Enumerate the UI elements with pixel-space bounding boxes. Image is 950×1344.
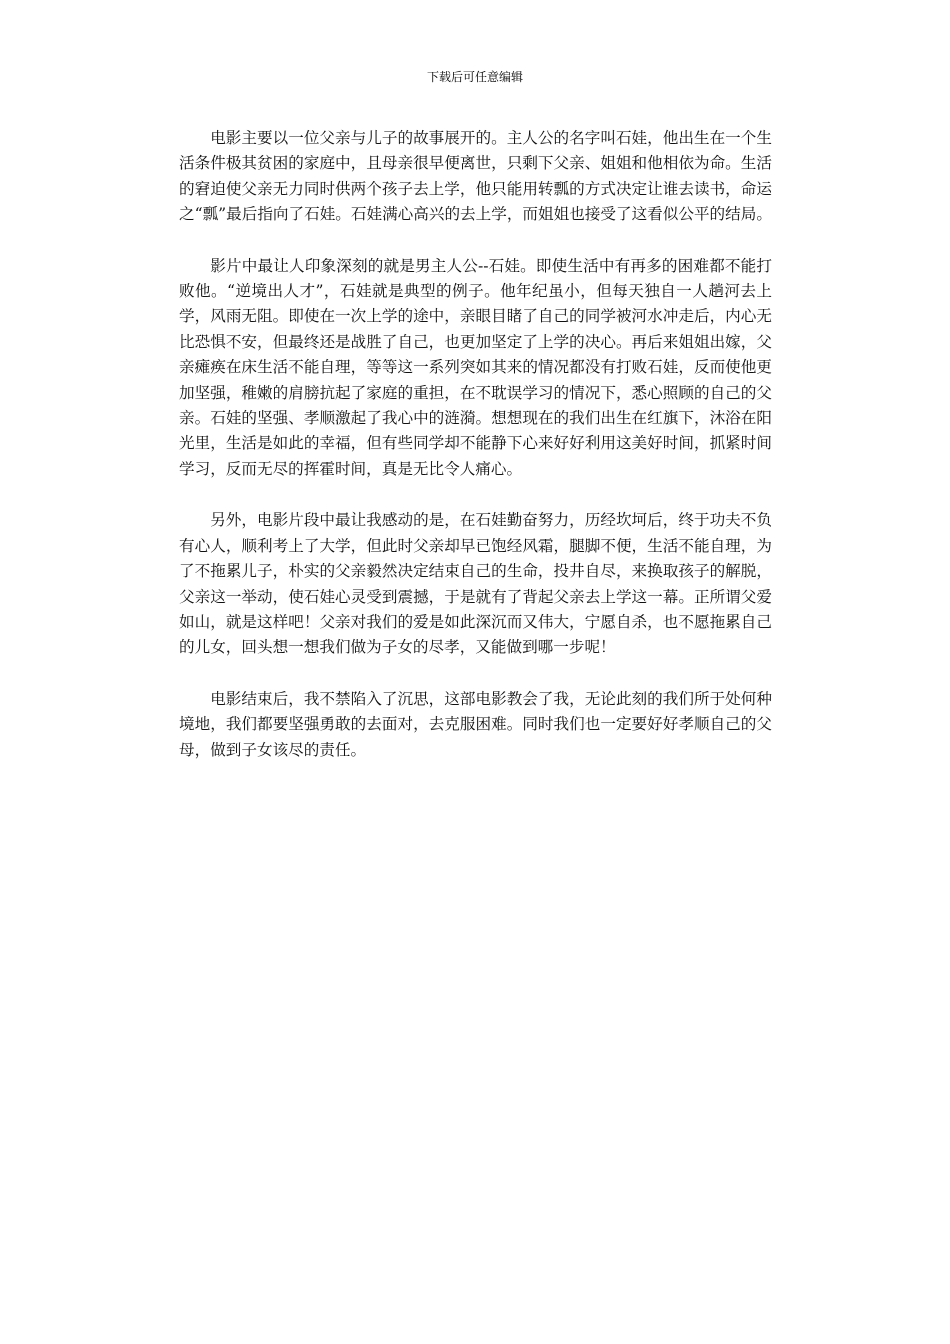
article-body <box>179 126 772 789</box>
header-note: 下载后可任意编辑 <box>426 70 523 84</box>
paragraph-2: 影片中最让人印象深刻的就是男主人公--石娃。即使生活中有再多的困难都不能打败他。“逆境出人才”，石娃就是典型的例子。他年纪虽小，但每天独自一人趟河去上学，风雨无阻。即使在一次上学的途中，亲眼目睹了自己的同学被河水冲走后，内心无比恐惧不安，但最终还是战胜了自己，也更加坚定了上学的决心。再后来姐姐出嫁，父亲瘫痪在床生活不能自理，等等这一系列突如其来的情况都没有打败石娃，反而使他更加坚强，稚嫩的肩膀抗起了家庭的重担，在不耽误学习的情况下，悉心照顾的自己的父亲。石娃的坚强、孝顺激起了我心中的涟漪。想想现在的我们出生在红旗下，沐浴在阳光里，生活是如此的幸福，但有些同学却不能静下心来好好利用这美好时间，抓紧时间学习，反而无尽的挥霍时间，真是无比令人痛心。 <box>179 256 772 478</box>
paragraph-4: 电影结束后，我不禁陷入了沉思，这部电影教会了我，无论此刻的我们所于处何种境地，我们都要坚强勇敢的去面对，去克服困难。同时我们也一定要好好孝顺自己的父母，做到子女该尽的责任。 <box>179 689 772 759</box>
paragraph-3: 另外，电影片段中最让我感动的是，在石娃勤奋努力，历经坎坷后，终于功夫不负有心人，顺利考上了大学，但此时父亲却早已饱经风霜，腿脚不便，生活不能自理，为了不拖累儿子，朴实的父亲毅然决定结束自己的生命，投井自尽，来换取孩子的解脱，父亲这一举动，使石娃心灵受到震撼，于是就有了背起父亲去上学这一幕。正所谓父爱如山，就是这样吧！父亲对我们的爱是如此深沉而又伟大，宁愿自杀，也不愿拖累自己的儿女，回头想一想我们做为子女的尽孝，又能做到哪一步呢！ <box>179 511 772 657</box>
paragraph-1: 电影主要以一位父亲与儿子的故事展开的。主人公的名字叫石娃，他出生在一个生活条件极其贫困的家庭中，且母亲很早便离世，只剩下父亲、姐姐和他相依为命。生活的窘迫使父亲无力同时供两个孩子去上学，他只能用转瓢的方式决定让谁去读书，命运之“瓢”最后指向了石娃。石娃满心高兴的去上学，而姐姐也接受了这看似公平的结局。 <box>179 129 772 224</box>
